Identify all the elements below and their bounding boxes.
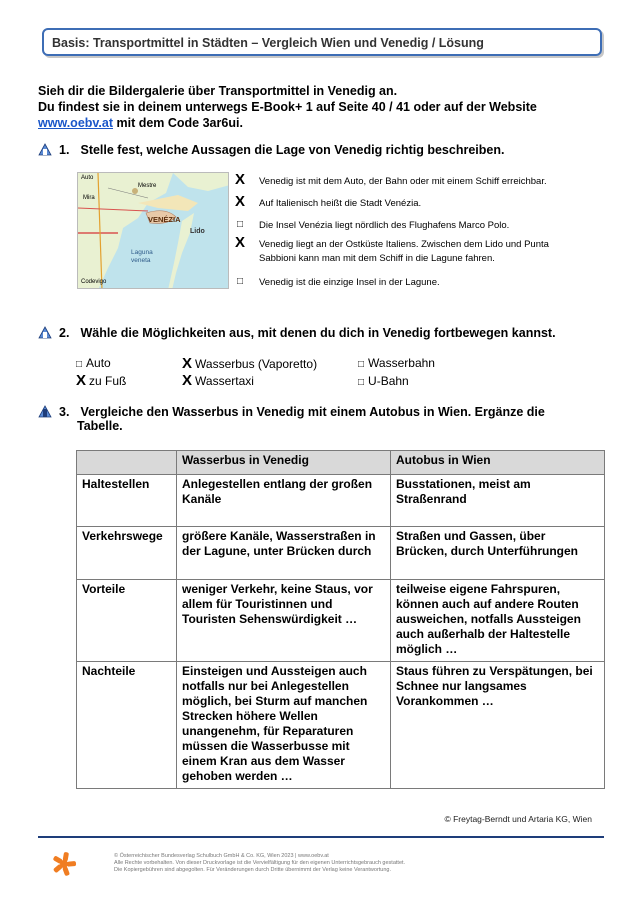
statement-2-text: Auf Italienisch heißt die Stadt Venézia.	[259, 198, 422, 209]
publisher-logo-icon	[50, 850, 78, 878]
option-wassertaxi-label: Wassertaxi	[195, 374, 254, 388]
option-zu-fuss-label: zu Fuß	[89, 374, 127, 388]
option-wasserbus-label: Wasserbus (Vaporetto)	[195, 357, 318, 371]
option-wasserbahn-label: Wasserbahn	[368, 356, 435, 370]
difficulty-icon	[38, 405, 52, 418]
question-3-text-line-2: Tabelle.	[77, 419, 123, 433]
statement-4-mark[interactable]: X	[234, 234, 245, 251]
statement-4-line-2: Sabbioni kann man mit dem Schiff in die Lagune fahren.	[259, 253, 495, 264]
table-header-wien: Autobus in Wien	[391, 451, 605, 475]
statement-3-text: Die Insel Venézia liegt nördlich des Flughafens Marco Polo.	[259, 220, 510, 231]
website-link[interactable]: www.oebv.at	[38, 116, 114, 130]
intro-line-1: Sieh dir die Bildergalerie über Transportmittel in Venedig an.	[38, 84, 398, 98]
difficulty-icon	[38, 326, 52, 339]
cell-wien-vorteile[interactable]: teilweise eigene Fahrspuren, können auch auf andere Routen ausweichen, notfalls Aussteigen auch außerhalb der Haltestelle möglich …	[391, 580, 605, 662]
row-label-nachteile: Nachteile	[77, 662, 177, 789]
option-wasserbus[interactable]	[182, 355, 317, 372]
question-2-number: 2.	[59, 326, 70, 340]
footer-line-3: Die Kopiergebühren sind abgegolten. Für Veränderungen durch Dritte übernimmt der Verlag keine Verantwortung.	[114, 867, 392, 873]
row-label-vorteile: Vorteile	[77, 580, 177, 662]
question-1	[59, 143, 504, 157]
footer-line-2: Alle Rechte vorbehalten. Von dieser Druckvorlage ist die Vervielfältigung für den eigenen Unterrichtsgebrauch gestattet.	[114, 860, 406, 866]
map-label-laguna: Laguna	[131, 249, 153, 256]
option-auto-checkbox[interactable]: □	[76, 359, 83, 370]
option-zu-fuss[interactable]	[76, 372, 126, 389]
table-row	[77, 580, 605, 662]
option-auto[interactable]	[76, 356, 111, 370]
worksheet-title: Basis: Transportmittel in Städten – Vergleich Wien und Venedig / Lösung	[52, 36, 484, 50]
difficulty-icon	[38, 143, 52, 156]
cell-wien-nachteile[interactable]: Staus führen zu Verspätungen, bei Schnee nur langsames Vorankommen …	[391, 662, 605, 789]
table-row	[77, 662, 605, 789]
table-row	[77, 527, 605, 580]
cell-venedig-vorteile[interactable]: weniger Verkehr, keine Staus, vor allem für Touristinnen und Touristen Sehenswürdigkeit …	[177, 580, 391, 662]
option-wassertaxi-mark[interactable]: X	[182, 372, 193, 389]
table-header-empty	[77, 451, 177, 475]
map-label-codevigo: Codevigo	[81, 279, 107, 285]
table-header-row	[77, 451, 605, 475]
intro-line-2: Du findest sie in deinem unterwegs E-Book+ 1 auf Seite 40 / 41 oder auf der Website	[38, 100, 537, 114]
cell-venedig-haltestellen[interactable]: Anlegestellen entlang der großen Kanäle	[177, 475, 391, 527]
option-u-bahn[interactable]	[358, 374, 409, 388]
map-label-venezia: VENÉZIA	[148, 215, 181, 224]
option-wasserbahn[interactable]	[358, 356, 435, 370]
statement-1-mark[interactable]: X	[234, 171, 245, 188]
statement-4-text	[259, 238, 599, 266]
footer-rule	[38, 836, 604, 838]
venice-map	[77, 172, 229, 289]
map-label-mira: Mira	[83, 195, 95, 201]
intro-text	[38, 83, 598, 131]
map-label-lido: Lido	[190, 228, 205, 235]
statement-1-text: Venedig ist mit dem Auto, der Bahn oder mit einem Schiff erreichbar.	[259, 176, 547, 187]
map-label-veneta: veneta	[131, 257, 151, 264]
question-1-text: Stelle fest, welche Aussagen die Lage von Venedig richtig beschreiben.	[80, 143, 505, 157]
option-wasserbahn-checkbox[interactable]: □	[358, 359, 365, 370]
map-label-auto: Auto	[81, 175, 94, 181]
option-wassertaxi[interactable]	[182, 372, 254, 389]
option-auto-label: Auto	[86, 356, 111, 370]
intro-line-3	[38, 115, 598, 131]
comparison-table	[76, 450, 605, 789]
statement-4-line-1: Venedig liegt an der Ostküste Italiens. Zwischen dem Lido und Punta	[259, 239, 549, 250]
table-header-venedig: Wasserbus in Venedig	[177, 451, 391, 475]
question-3-text-line-1: Vergleiche den Wasserbus in Venedig mit einem Autobus in Wien. Ergänze die	[80, 405, 545, 419]
map-credit: © Freytag-Berndt und Artaria KG, Wien	[444, 814, 592, 824]
question-2-text: Wähle die Möglichkeiten aus, mit denen du dich in Venedig fortbewegen kannst.	[80, 326, 556, 340]
statement-3-checkbox[interactable]: □	[236, 219, 244, 230]
question-3	[59, 405, 599, 433]
question-3-number: 3.	[59, 405, 70, 419]
option-u-bahn-checkbox[interactable]: □	[358, 377, 365, 388]
row-label-verkehrswege: Verkehrswege	[77, 527, 177, 580]
statement-5-text: Venedig ist die einzige Insel in der Lagune.	[259, 277, 440, 288]
cell-venedig-verkehrswege[interactable]: größere Kanäle, Wasserstraßen in der Lagune, unter Brücken durch	[177, 527, 391, 580]
cell-wien-haltestellen[interactable]: Busstationen, meist am Straßenrand	[391, 475, 605, 527]
option-u-bahn-label: U-Bahn	[368, 374, 409, 388]
statement-5-checkbox[interactable]: □	[236, 276, 244, 287]
statement-2-mark[interactable]: X	[234, 193, 245, 210]
option-zu-fuss-mark[interactable]: X	[76, 372, 87, 389]
footer-line-1: © Österreichischer Bundesverlag Schulbuch GmbH & Co. KG, Wien 2023 | www.oebv.at	[114, 853, 329, 859]
question-2	[59, 326, 556, 340]
question-1-number: 1.	[59, 143, 70, 157]
map-label-mestre: Mestre	[138, 183, 157, 189]
cell-wien-verkehrswege[interactable]: Straßen und Gassen, über Brücken, durch Unterführungen	[391, 527, 605, 580]
footer-legal	[114, 853, 554, 874]
intro-code-text: mit dem Code 3ar6ui.	[113, 116, 243, 130]
cell-venedig-nachteile[interactable]: Einsteigen und Aussteigen auch notfalls nur bei Anlegestellen möglich, bei Sturm auf manchen Strecken höhere Wellen unangenehm, für Reparaturen müssen die Wasserbusse mit einem Kran aus dem Wasser gehoben werden …	[177, 662, 391, 789]
option-wasserbus-mark[interactable]: X	[182, 355, 193, 372]
row-label-haltestellen: Haltestellen	[77, 475, 177, 527]
worksheet-title-box	[42, 28, 602, 56]
table-row	[77, 475, 605, 527]
